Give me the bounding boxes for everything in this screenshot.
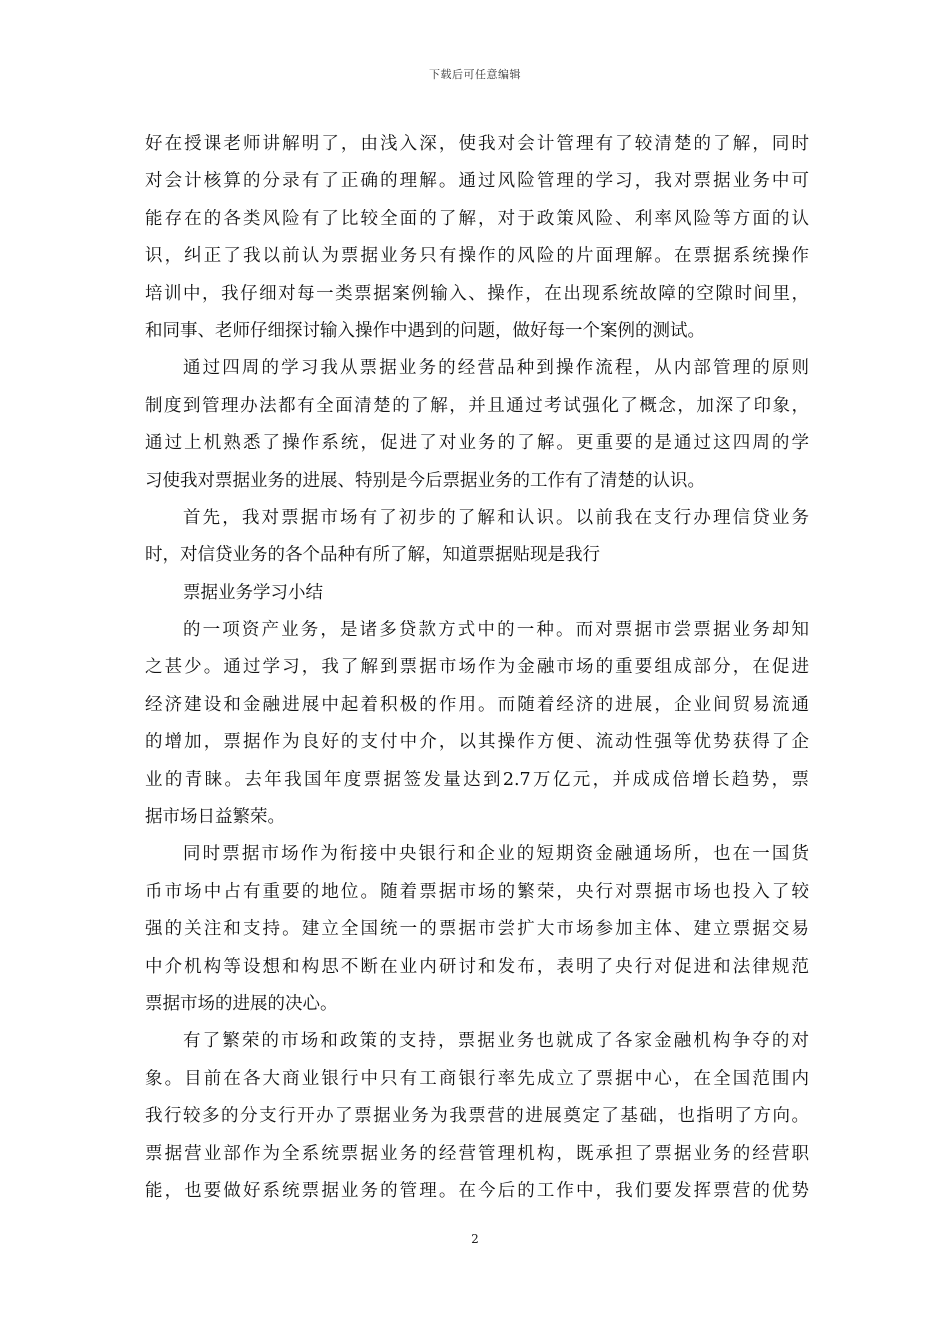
text-line: 识，纠正了我以前认为票据业务只有操作的风险的片面理解。在票据系统操作 bbox=[145, 246, 809, 267]
page-header: 下载后可任意编辑 bbox=[429, 68, 521, 81]
text-line: 时，对信贷业务的各个品种有所了解，知道票据贴现是我行 bbox=[145, 545, 600, 566]
text-line: 我行较多的分支行开办了票据业务为我票营的进展奠定了基础，也指明了方向。 bbox=[145, 1106, 809, 1127]
text-line: 培训中，我仔细对每一类票据案例输入、操作，在出现系统故障的空隙时间里， bbox=[145, 283, 809, 304]
page-number: 2 bbox=[471, 1232, 479, 1246]
text-line: 有了繁荣的市场和政策的支持，票据业务也就成了各家金融机构争夺的对 bbox=[183, 1031, 809, 1052]
text-line: 通过上机熟悉了操作系统，促进了对业务的了解。更重要的是通过这四周的学 bbox=[145, 433, 809, 454]
text-line: 票据业务学习小结 bbox=[183, 582, 323, 603]
document-body bbox=[145, 126, 809, 1210]
text-line: 票据市场的进展的决心。 bbox=[145, 993, 338, 1014]
text-line: 强的关注和支持。建立全国统一的票据市尝扩大市场参加主体、建立票据交易 bbox=[145, 919, 809, 940]
text-line: 的增加，票据作为良好的支付中介，以其操作方便、流动性强等优势获得了企 bbox=[145, 732, 809, 753]
text-line: 制度到管理办法都有全面清楚的了解，并且通过考试强化了概念，加深了印象， bbox=[145, 395, 809, 416]
text-line: 据市场日益繁荣。 bbox=[145, 807, 285, 828]
text-line: 习使我对票据业务的进展、特别是今后票据业务的工作有了清楚的认识。 bbox=[145, 470, 705, 491]
text-line: 之甚少。通过学习，我了解到票据市场作为金融市场的重要组成部分，在促进 bbox=[145, 657, 809, 678]
text-line: 好在授课老师讲解明了，由浅入深，使我对会计管理有了较清楚的了解，同时 bbox=[145, 134, 809, 154]
text-line: 能存在的各类风险有了比较全面的了解，对于政策风险、利率风险等方面的认 bbox=[145, 208, 809, 229]
text-line: 通过四周的学习我从票据业务的经营品种到操作流程，从内部管理的原则 bbox=[183, 358, 809, 379]
text-line: 经济建设和金融进展中起着积极的作用。而随着经济的进展，企业间贸易流通 bbox=[145, 694, 809, 715]
text-line: 象。目前在各大商业银行中只有工商银行率先成立了票据中心，在全国范围内 bbox=[145, 1068, 809, 1089]
text-line: 中介机构等设想和构思不断在业内研讨和发布，表明了央行对促进和法律规范 bbox=[145, 956, 809, 977]
text-line: 对会计核算的分录有了正确的理解。通过风险管理的学习，我对票据业务中可 bbox=[145, 171, 809, 192]
text-line: 币市场中占有重要的地位。随着票据市场的繁荣，央行对票据市场也投入了较 bbox=[145, 881, 809, 902]
text-line: 首先，我对票据市场有了初步的了解和认识。以前我在支行办理信贷业务 bbox=[183, 507, 809, 528]
text-line: 业的青睐。去年我国年度票据签发量达到2.7万亿元，并成成倍增长趋势，票 bbox=[145, 769, 809, 790]
text-line: 和同事、老师仔细探讨输入操作中遇到的问题，做好每一个案例的测试。 bbox=[145, 320, 705, 341]
text-line: 的一项资产业务，是诸多贷款方式中的一种。而对票据市尝票据业务却知 bbox=[183, 620, 809, 641]
text-line: 票据营业部作为全系统票据业务的经营管理机构，既承担了票据业务的经营职 bbox=[145, 1143, 809, 1164]
text-line: 能，也要做好系统票据业务的管理。在今后的工作中，我们要发挥票营的优势 bbox=[145, 1180, 809, 1201]
text-line: 同时票据市场作为衔接中央银行和企业的短期资金融通场所，也在一国货 bbox=[183, 844, 809, 865]
